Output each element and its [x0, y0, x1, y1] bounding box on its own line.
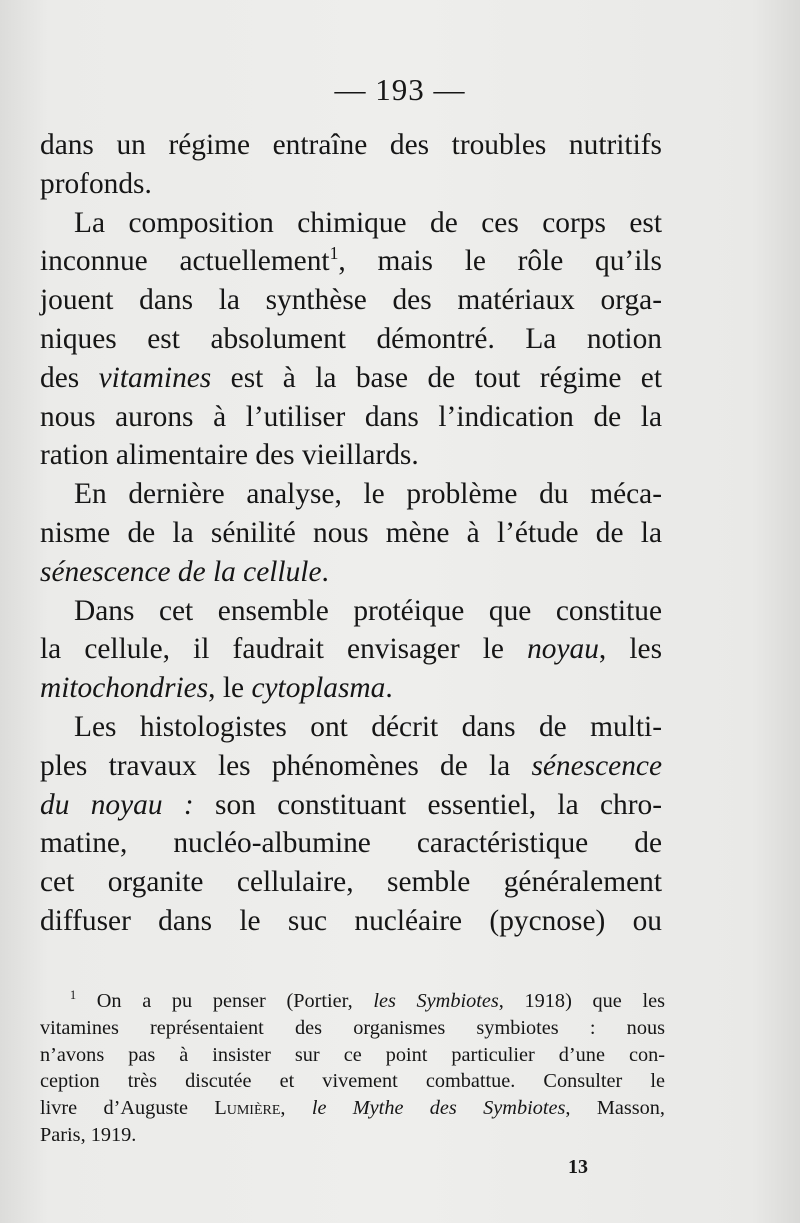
footnote — [40, 988, 665, 1149]
emphasis: du noyau : — [40, 788, 194, 821]
emphasis: sénescence — [531, 749, 662, 782]
text-fragment: , le — [208, 672, 252, 705]
text-line: En dernière analyse, le problème du méca- — [74, 478, 662, 511]
text-fragment: ples travaux les phénomènes de la — [40, 749, 532, 782]
text-line — [40, 242, 662, 281]
footnote-line: vitamines représentaient des organismes symbiotes : nous — [40, 1016, 665, 1039]
signature-mark: 13 — [568, 1156, 588, 1178]
text-fragment: la cellule, il faudrait envisager le — [40, 633, 528, 666]
text-fragment: , mais le rôle qu’ils — [338, 245, 662, 278]
emphasis: le Mythe des Symbiotes — [311, 1097, 566, 1120]
page-number-header: — 193 — — [334, 72, 466, 107]
text-line: Les histologistes ont décrit dans de multi- — [74, 710, 662, 743]
text-line: matine, nucléo-albumine caractéristique de — [40, 827, 662, 860]
text-fragment: , 1918) que les — [498, 990, 665, 1012]
text-line: profonds. — [40, 167, 152, 200]
text-line: La composition chimique de ces corps est — [74, 206, 662, 239]
text-line — [40, 553, 662, 592]
text-fragment: inconnue actuellement — [40, 245, 330, 278]
text-line: niques est absolument démontré. La notion — [40, 322, 662, 355]
footnote-line — [40, 1095, 665, 1122]
text-line — [40, 630, 662, 669]
text-line — [40, 747, 662, 786]
text-line — [40, 786, 662, 825]
text-fragment: des — [40, 361, 99, 394]
text-line: diffuser dans le suc nucléaire (pycnose) ou — [40, 904, 662, 937]
text-fragment: son constituant essentiel, la chro- — [193, 788, 663, 821]
text-line: cet organite cellulaire, semble généralement — [40, 866, 662, 899]
emphasis: les Symbiotes — [373, 990, 499, 1012]
text-fragment: On a pu penser (Portier, — [76, 990, 374, 1012]
emphasis: sénescence de la cellule — [40, 555, 322, 588]
emphasis: noyau — [527, 633, 599, 666]
text-fragment: . — [321, 555, 329, 588]
text-fragment: . — [385, 672, 393, 705]
small-caps-name: Lumière — [214, 1097, 281, 1120]
text-line: nous aurons à l’utiliser dans l’indication de la — [40, 400, 662, 433]
text-line: jouent dans la synthèse des matériaux orga- — [40, 284, 662, 317]
emphasis: mitochondries — [40, 672, 209, 705]
body-text — [40, 126, 662, 941]
text-line: dans un régime entraîne des troubles nutritifs — [40, 129, 662, 161]
footnote-line: ception très discutée et vivement combattue. Consulter le — [40, 1070, 665, 1093]
text-fragment: , les — [598, 633, 663, 666]
text-line — [40, 359, 662, 398]
emphasis: vitamines — [98, 361, 212, 394]
text-fragment: livre d’Auguste — [40, 1097, 215, 1120]
text-line — [40, 669, 662, 708]
text-fragment: , — [280, 1097, 312, 1120]
footnote-line: n’avons pas à insister sur ce point particulier d’une con- — [40, 1043, 665, 1066]
text-line: ration alimentaire des vieillards. — [40, 439, 419, 472]
text-fragment: est à la base de tout régime et — [211, 361, 662, 394]
text-fragment: , Masson, — [565, 1097, 665, 1120]
footnote-line: Paris, 1919. — [40, 1123, 137, 1146]
footnote-line — [40, 988, 665, 1015]
text-line: Dans cet ensemble protéique que constitue — [74, 594, 662, 627]
emphasis: cytoplasma — [251, 672, 386, 705]
footnote-ref: 1 — [329, 243, 339, 264]
text-line: nisme de la sénilité nous mène à l’étude de la — [40, 516, 662, 549]
footnote-number: 1 — [70, 988, 77, 1003]
